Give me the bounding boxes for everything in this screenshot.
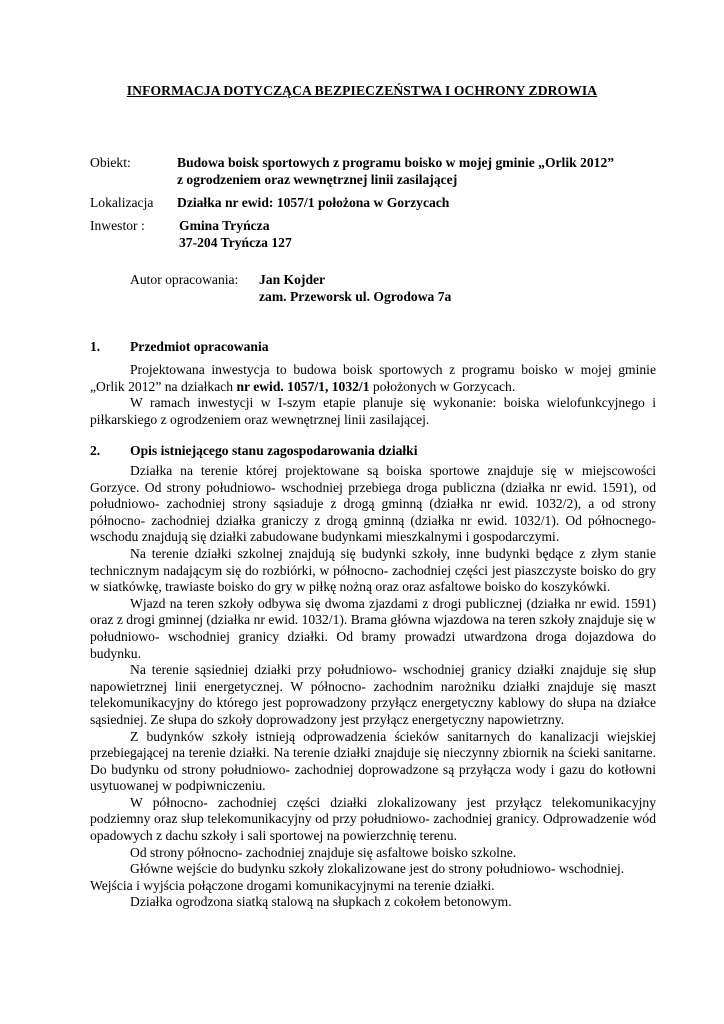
section2-body bbox=[90, 463, 656, 911]
section2-title: Opis istniejącego stanu zagospodarowania działki bbox=[130, 443, 418, 458]
autor-value-line1: Jan Kojder bbox=[259, 272, 326, 287]
section2-paragraph: Na terenie działki szkolnej znajdują się budynki szkoły, inne budynki będące z złym stanie technicznym nadającym się do rozbiórki, w północno- zachodniej części jest piaszczyste boisko do gry w siatkówkę, trawiaste boisko do gry w piłkę nożną oraz oraz asfaltowe boisko do koszykówki. bbox=[90, 545, 656, 595]
section1-paragraph: W ramach inwestycji w I-szym etapie planuje się wykonanie: boiska wielofunkcyjnego i piłkarskiego z ogrodzeniem oraz wewnętrznej linii zasilającej. bbox=[90, 395, 656, 427]
inwestor-value-line1: Gmina Tryńcza bbox=[179, 218, 270, 233]
section2-paragraph: Z budynków szkoły istnieją odprowadzenia ścieków sanitarnych do kanalizacji wiejskiej przebiegającej na terenie działki. Na terenie działki znajduje się nieczynny zbiornik na ścieki sanitarne. Do budynku od strony południowo- zachodniej doprowadzone są przyłącza wody i gazu do kotłowni usytuowanej w podpiwniczeniu. bbox=[90, 728, 656, 794]
section1-number: 1. bbox=[90, 339, 101, 354]
inwestor-value-line2: 37-204 Tryńcza 127 bbox=[179, 235, 292, 250]
lokalizacja-label: Lokalizacja bbox=[90, 195, 154, 210]
section1-body bbox=[90, 362, 656, 428]
section2-paragraph: Działka ogrodzona siatką stalową na słupkach z cokołem betonowym. bbox=[130, 894, 512, 910]
section2-paragraph: Działka na terenie której projektowane są boiska sportowe znajduje się w miejscowości Gorzyce. Od strony południowo- wschodniej przebiega droga publiczna (działka nr ewid. 1591), od południowo- zachodniej strony sąsiaduje z drogą gminną (działka nr ewid. 1032/2), a od strony północno- zachodniej działka graniczy z drogą gminną (działka nr ewid. 1032/1). Od północnego-wschodu znajdują się działki zabudowane budynkami mieszkalnymi i gospodarczymi. bbox=[90, 463, 656, 545]
section1-p1-text: Projektowana inwestycja to budowa boisk sportowych z programu boisko w mojej gminie „Orlik 2012” na działkach bbox=[90, 362, 656, 394]
document-title: INFORMACJA DOTYCZĄCA BEZPIECZEŃSTWA I OCHRONY ZDROWIA bbox=[126, 83, 598, 98]
autor-value-line2: zam. Przeworsk ul. Ogrodowa 7a bbox=[259, 289, 452, 304]
section1-p1-text-end: położonych w Gorzycach. bbox=[369, 378, 516, 394]
section1-p1-parcels: nr ewid. 1057/1, 1032/1 bbox=[236, 378, 370, 394]
section2-number: 2. bbox=[90, 443, 101, 458]
obiekt-value-line1: Budowa boisk sportowych z programu boisko w mojej gminie „Orlik 2012” bbox=[177, 155, 615, 170]
section2-paragraph: Wejścia i wyjścia połączone drogami komunikacyjnymi na terenie działki. bbox=[90, 877, 495, 893]
section2-paragraph: Wjazd na teren szkoły odbywa się dwoma zjazdami z drogi publicznej (działka nr ewid. 1591) oraz z drogi gminnej (działka nr ewid. 1032/1). Brama główna wjazdowa na teren szkoły znajduje się w południowo- wschodniej granicy działki. Od bramy prowadzi utwardzona droga dojazdowa do budynku. bbox=[90, 595, 656, 661]
section2-paragraph: Główne wejście do budynku szkoły zlokalizowane jest do strony południowo- wschodniej. bbox=[130, 861, 625, 877]
section2-paragraph: W północno- zachodniej części działki zlokalizowany jest przyłącz telekomunikacyjny podziemny oraz słup telekomunikacyjny od przy południowo- zachodniej granicy. Odprowadzenie wód opadowych z dachu szkoły i sali sportowej na powierzchnię terenu. bbox=[90, 794, 656, 844]
inwestor-label: Inwestor : bbox=[90, 218, 145, 233]
lokalizacja-value: Działka nr ewid: 1057/1 położona w Gorzycach bbox=[177, 195, 450, 210]
obiekt-value-line2: z ogrodzeniem oraz wewnętrznej linii zasilającej bbox=[177, 172, 458, 187]
autor-label: Autor opracowania: bbox=[130, 272, 239, 287]
section2-paragraph: Od strony północno- zachodniej znajduje się asfaltowe boisko szkolne. bbox=[130, 844, 517, 860]
section1-title: Przedmiot opracowania bbox=[130, 339, 269, 354]
obiekt-label: Obiekt: bbox=[90, 155, 131, 170]
section1-paragraph bbox=[90, 362, 656, 395]
section2-paragraph: Na terenie sąsiedniej działki przy południowo- wschodniej granicy działki znajduje się słup napowietrznej linii energetycznej. W północno- zachodnim narożniku działki znajduje się maszt telekomunikacyjny do którego jest poprowadzony przyłącz energetyczny kablowy do słupa na działce sąsiedniej. Ze słupa do szkoły doprowadzony jest przyłącz energetyczny napowietrzny. bbox=[90, 662, 656, 727]
